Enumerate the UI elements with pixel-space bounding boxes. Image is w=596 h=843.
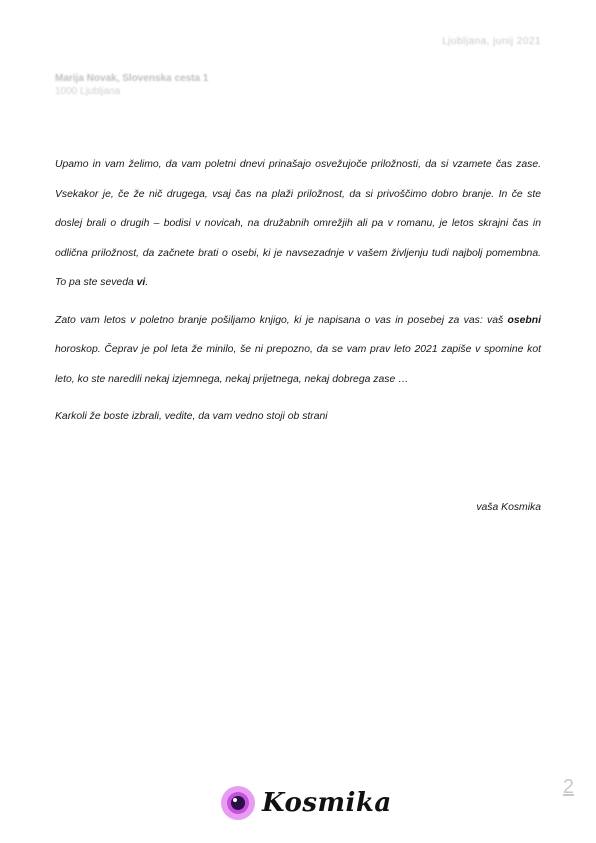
signature: vaša Kosmika — [476, 502, 541, 513]
eye-logo-icon — [221, 786, 255, 820]
recipient-address — [55, 72, 208, 98]
emphasis-osebni: osebni — [507, 314, 541, 326]
paragraph-3: Karkoli že boste izbrali, vedite, da vam vedno stoji ob strani — [55, 411, 328, 422]
footer-logo — [221, 786, 392, 820]
recipient-name: Marija Novak, Slovenska cesta 1 — [55, 73, 209, 84]
logo-text: Kosmika — [262, 788, 392, 818]
emphasis-vi: vi — [136, 277, 146, 288]
paragraph-1: Upamo in vam želimo, da vam poletni dnevi prinašajo osvežujoče priložnosti, da si vzamete čas zase. Vsekakor je, če že nič drugega, vsaj čas na plaži priložnost, da si privoščimo dobro branje. In če ste doslej brali o drugih – bodisi v novicah, na družabnih omrežjih ali pa v romanu, je letos skrajni čas in odlična priložnost, da začnete brati o osebi, ki je navsezadnje v vašem življenju tudi najbolj pomembna. To pa ste seveda vi. — [55, 159, 541, 288]
letter-body — [55, 150, 541, 440]
header-date: Ljubljana, junij 2021 — [442, 36, 541, 47]
recipient-city: 1000 Ljubljana — [55, 86, 121, 97]
paragraph-2: Zato vam letos v poletno branje pošiljamo knjigo, ki je napisana o vas in posebej za vas: vaš osebni horoskop. Čeprav je pol leta že minilo, še ni prepozno, da se vam prav leto 2021 zapiše v spomine kot leto, ko ste naredili nekaj izjemnega, nekaj prijetnega, nekaj dobrega zase … — [55, 314, 541, 385]
page-number: 2 — [562, 776, 574, 798]
